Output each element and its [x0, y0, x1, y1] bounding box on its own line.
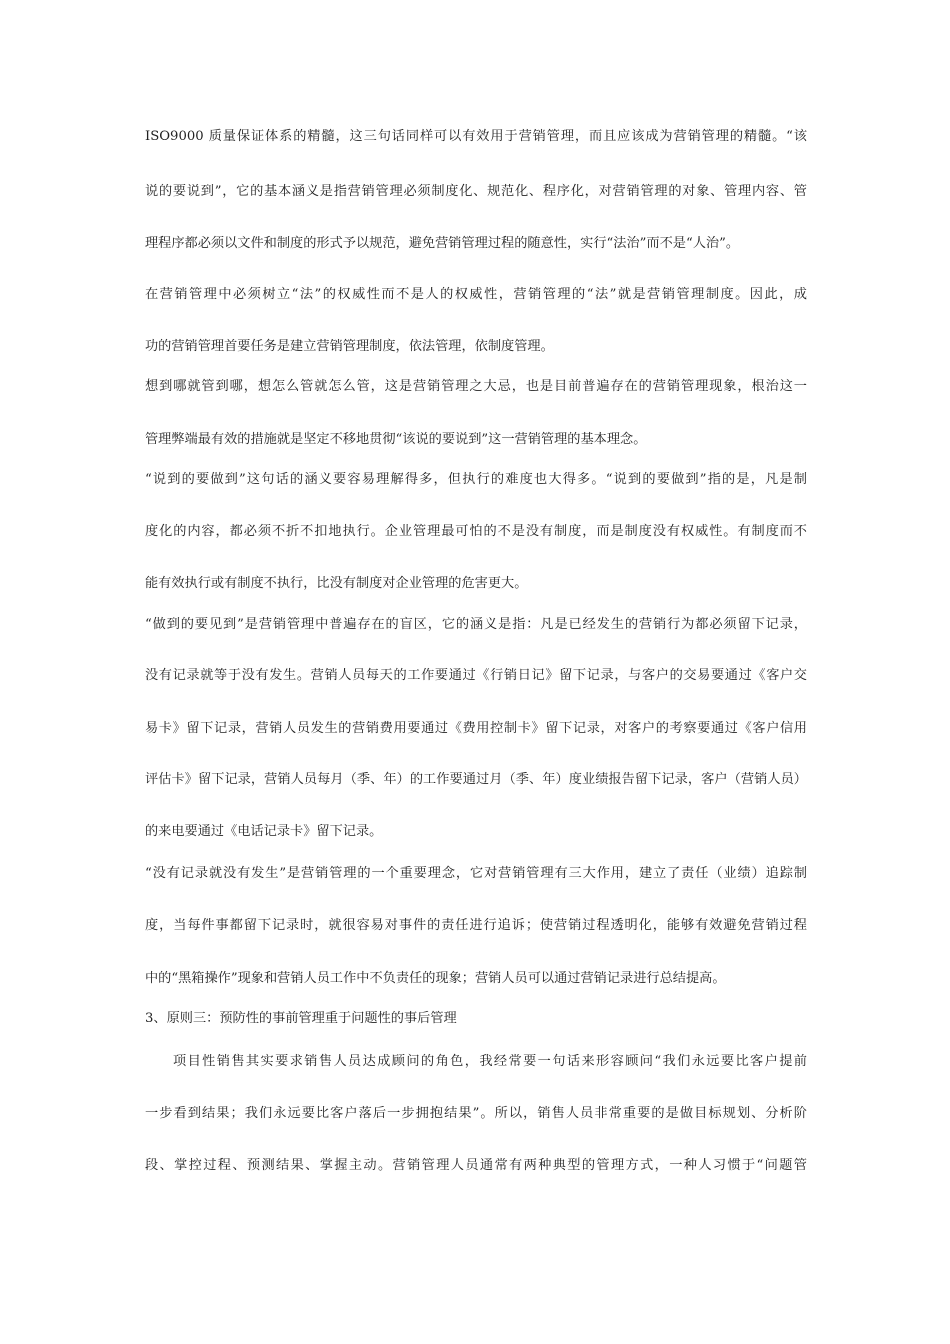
text-line: 中的“黑箱操作”现象和营销人员工作中不负责任的现象；营销人员可以通过营销记录进行总结提高。 — [145, 971, 726, 986]
text-line: 的来电要通过《电话记录卡》留下记录。 — [145, 824, 383, 839]
text-line: 度化的内容，都必须不折不扣地执行。企业管理最可怕的不是没有制度，而是制度没有权威性。有制度而不 — [145, 524, 807, 539]
text-line: 易卡》留下记录，营销人员发生的营销费用要通过《费用控制卡》留下记录，对客户的考察要通过《客户信用 — [145, 721, 807, 736]
text-line: “做到的要见到”是营销管理中普遍存在的盲区，它的涵义是指：凡是已经发生的营销行为都必须留下记录， — [145, 617, 807, 632]
text-line: 度，当每件事都留下记录时，就很容易对事件的责任进行追诉；使营销过程透明化，能够有效避免营销过程 — [145, 918, 807, 933]
section-heading: 3、原则三：预防性的事前管理重于问题性的事后管理 — [145, 1011, 457, 1026]
text-line: ISO9000 质量保证体系的精髓，这三句话同样可以有效用于营销管理，而且应该成为营销管理的精髓。“该 — [145, 129, 807, 144]
text-line: 项目性销售其实要求销售人员达成顾问的角色，我经常要一句话来形容顾问“我们永远要比客户提前 — [173, 1054, 807, 1069]
text-line: 想到哪就管到哪，想怎么管就怎么管，这是营销管理之大忌，也是目前普遍存在的营销管理现象，根治这一 — [145, 379, 807, 394]
text-line: 一步看到结果；我们永远要比客户落后一步拥抱结果”。所以，销售人员非常重要的是做目标规划、分析阶 — [145, 1106, 807, 1121]
text-line: 在营销管理中必须树立“法”的权威性而不是人的权威性，营销管理的“法”就是营销管理制度。因此，成 — [145, 287, 807, 302]
text-line: 说的要说到”，它的基本涵义是指营销管理必须制度化、规范化、程序化，对营销管理的对象、管理内容、管 — [145, 184, 807, 199]
text-line: 管理弊端最有效的措施就是坚定不移地贯彻“该说的要说到”这一营销管理的基本理念。 — [145, 432, 647, 447]
text-line: 评估卡》留下记录，营销人员每月（季、年）的工作要通过月（季、年）度业绩报告留下记录，客户（营销人员） — [145, 772, 807, 787]
text-line: 理程序都必须以文件和制度的形式予以规范，避免营销管理过程的随意性，实行“法治”而不是“人治”。 — [145, 236, 740, 251]
text-line: 没有记录就等于没有发生。营销人员每天的工作要通过《行销日记》留下记录，与客户的交易要通过《客户交 — [145, 668, 807, 683]
text-line: 段、掌控过程、预测结果、掌握主动。营销管理人员通常有两种典型的管理方式，一种人习惯于“问题管 — [145, 1158, 807, 1173]
text-line: “说到的要做到”这句话的涵义要容易理解得多，但执行的难度也大得多。“说到的要做到”指的是，凡是制 — [145, 472, 807, 487]
text-line: “没有记录就没有发生”是营销管理的一个重要理念，它对营销管理有三大作用，建立了责任（业绩）追踪制 — [145, 866, 807, 881]
text-line: 功的营销管理首要任务是建立营销管理制度，依法管理，依制度管理。 — [145, 339, 554, 354]
text-line: 能有效执行或有制度不执行，比没有制度对企业管理的危害更大。 — [145, 576, 528, 591]
